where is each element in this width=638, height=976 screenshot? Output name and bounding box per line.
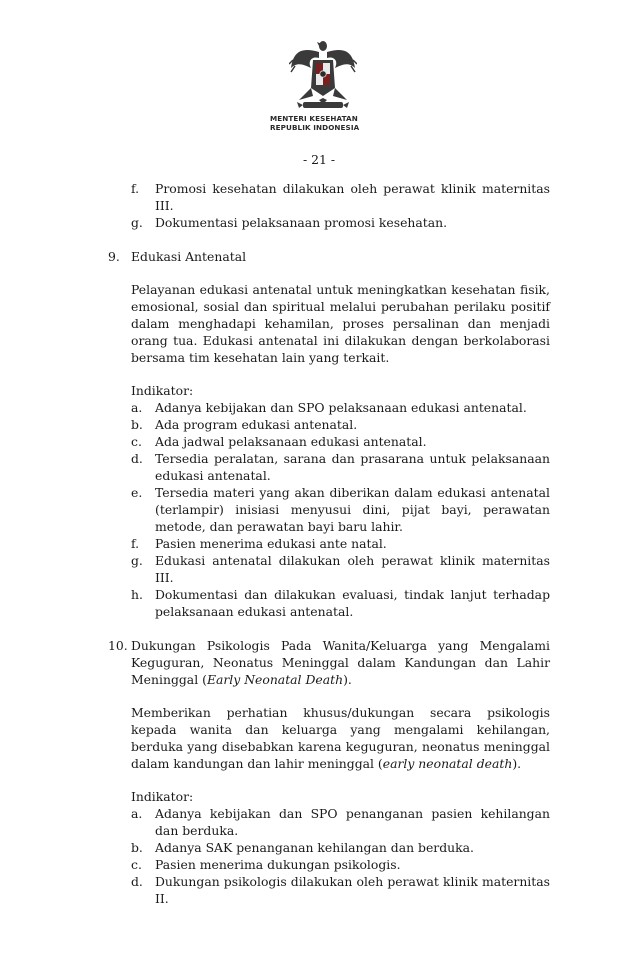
list-item [131, 399, 550, 416]
description-main: Memberikan perhatian khusus/dukungan secara psikologis kepada wanita dan keluarga yang mengalami kehilangan, berduka yang disebabkan karena keguguran, neonatus meninggal dalam kandungan dan lahir meninggal ( [131, 705, 550, 771]
list-item [131, 433, 550, 450]
list-item-text: Ada jadwal pelaksanaan edukasi antenatal. [155, 434, 427, 449]
list-item-label: c. [131, 857, 142, 872]
list-item-text: Dokumentasi pelaksanaan promosi kesehatan. [155, 215, 448, 230]
list-item-text: Tersedia peralatan, sarana dan prasarana untuk pelaksanaan edukasi antenatal. [155, 451, 550, 483]
list-item [131, 214, 550, 231]
list-item-text: Ada program edukasi antenatal. [155, 417, 358, 432]
list-item-text: Edukasi antenatal dilakukan oleh perawat klinik maternitas III. [155, 553, 550, 585]
list-item-text: Pasien menerima edukasi ante natal. [155, 536, 387, 551]
list-item [131, 805, 550, 839]
list-item-text: Adanya kebijakan dan SPO pelaksanaan edukasi antenatal. [155, 400, 527, 415]
description-end: ). [512, 756, 522, 771]
list-item-label: a. [131, 806, 143, 821]
section-10-heading [108, 637, 550, 688]
list-item-label: g. [131, 215, 143, 230]
indicator-label: Indikator: [131, 383, 194, 398]
section-number: 9. [108, 249, 120, 264]
document-body [108, 180, 550, 907]
list-item [131, 416, 550, 433]
list-item [131, 586, 550, 620]
garuda-emblem-icon [289, 38, 357, 114]
list-item-text: Pasien menerima dukungan psikologis. [155, 857, 401, 872]
section-title [131, 637, 550, 688]
section-9-heading [108, 248, 550, 265]
list-item [131, 873, 550, 907]
list-item [131, 856, 550, 873]
list-item-label: b. [131, 840, 143, 855]
ministry-label [270, 114, 376, 132]
list-item-text: Dukungan psikologis dilakukan oleh perawat klinik maternitas II. [155, 874, 550, 906]
list-item [131, 552, 550, 586]
indicator-label: Indikator: [131, 789, 194, 804]
list-item-label: f. [131, 536, 140, 551]
list-item-label: f. [131, 181, 140, 196]
list-item [131, 450, 550, 484]
list-item-label: g. [131, 553, 143, 568]
section-10-description [131, 704, 550, 772]
list-item [131, 535, 550, 552]
ministry-line-2: REPUBLIK INDONESIA [270, 123, 360, 132]
section-number: 10. [108, 638, 128, 653]
list-item-label: h. [131, 587, 143, 602]
list-item-text: Promosi kesehatan dilakukan oleh perawat klinik maternitas III. [155, 181, 550, 213]
list-item-text: Dokumentasi dan dilakukan evaluasi, tindak lanjut terhadap pelaksanaan edukasi antenatal. [155, 587, 550, 619]
section-title: Edukasi Antenatal [131, 249, 247, 264]
list-item-label: d. [131, 451, 143, 466]
section-title-end: ). [343, 672, 352, 687]
description-italic: early neonatal death [382, 756, 513, 771]
list-item-text: Adanya SAK penanganan kehilangan dan berduka. [155, 840, 474, 855]
section-title-italic: Early Neonatal Death [206, 672, 344, 687]
ministry-line-1: MENTERI KESEHATAN [270, 114, 358, 123]
page-number: - 21 - [302, 152, 336, 167]
list-item [131, 484, 550, 535]
list-item-label: e. [131, 485, 143, 500]
section-9-description: Pelayanan edukasi antenatal untuk meningkatkan kesehatan fisik, emosional, sosial dan spiritual melalui perubahan perilaku positif dalam menghadapi kehamilan, proses persalinan dan menjadi orang tua. Edukasi antenatal ini dilakukan dengan berkolaborasi bersama tim kesehatan lain yang terkait. [131, 282, 550, 365]
list-item-label: d. [131, 874, 143, 889]
list-item-label: b. [131, 417, 143, 432]
list-item [131, 180, 550, 214]
list-item-label: a. [131, 400, 143, 415]
list-item-text: Tersedia materi yang akan diberikan dalam edukasi antenatal (terlampir) inisiasi menyusui dini, pijat bayi, perawatan metode, dan perawatan bayi baru lahir. [155, 485, 550, 534]
list-item-text: Adanya kebijakan dan SPO penanganan pasien kehilangan dan berduka. [155, 806, 550, 838]
list-item-label: c. [131, 434, 142, 449]
section-title-main: Dukungan Psikologis Pada Wanita/Keluarga yang Mengalami Keguguran, Neonatus Meninggal dalam Kandungan dan Lahir Meninggal ( [131, 638, 550, 687]
list-item [131, 839, 550, 856]
